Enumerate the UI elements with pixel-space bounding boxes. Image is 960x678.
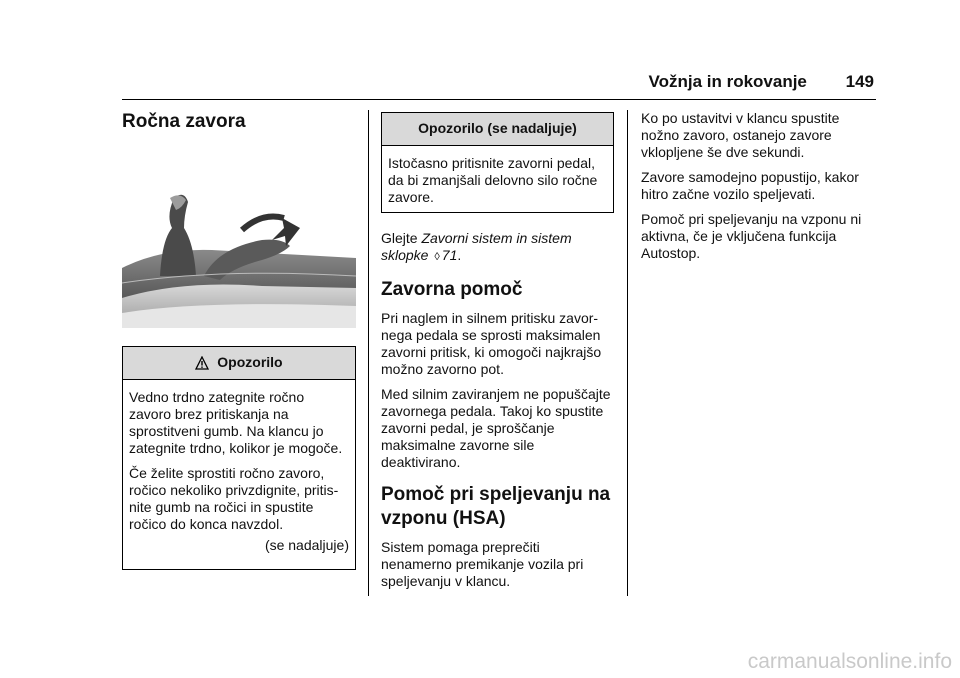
warning-box bbox=[122, 346, 356, 570]
page-number: 149 bbox=[845, 72, 874, 91]
body-paragraph: Zavore samodejno popustijo, kakor hitro začne vozilo speljevati. bbox=[641, 169, 859, 202]
cross-reference bbox=[381, 230, 614, 266]
section-heading-hsa: Pomoč pri speljevanju na vzponu (HSA) bbox=[381, 484, 611, 529]
warning-paragraph: Če želite sprostiti ročno zavoro, ročico nekoliko privzdignite, pritis-nite gumb na ročici in spustite ročico do konca navzdol. bbox=[129, 465, 339, 532]
warning-box-continued bbox=[381, 112, 614, 213]
ref-suffix: . bbox=[457, 247, 462, 263]
header-rule bbox=[122, 99, 876, 100]
warning-paragraph: Vedno trdno zategnite ročno zavoro brez pritiskanja na sprostitveni gumb. Na klancu jo zategnite trdno, kolikor je mogoče. bbox=[129, 389, 343, 456]
warning-header: Opozorilo (se nadaljuje) bbox=[382, 113, 613, 146]
section-heading-parking-brake: Ročna zavora bbox=[122, 111, 246, 132]
body-paragraph: Pomoč pri speljevanju na vzponu ni aktivna, če je vključena funkcija Autostop. bbox=[641, 211, 862, 261]
column-divider-1 bbox=[368, 110, 369, 596]
column-3 bbox=[641, 110, 876, 270]
body-paragraph: Sistem pomaga preprečiti nenamerno premikanje vozila pri speljevanju v klancu. bbox=[381, 539, 584, 589]
column-2 bbox=[381, 110, 614, 598]
continued-note: (se nadaljuje) bbox=[264, 537, 349, 553]
ref-link[interactable]: Zavorni sistem in sistem sklopke bbox=[381, 230, 572, 263]
warning-heading: Opozorilo bbox=[217, 354, 283, 370]
watermark: carmanualsonline.info bbox=[747, 650, 952, 673]
body-paragraph: Pri naglem in silnem pritisku zavor-nega pedala se sprosti maksimalen zavorni pritisk, ki omogoči najkrajšo možno zavorno pot. bbox=[381, 310, 602, 377]
column-divider-2 bbox=[627, 110, 628, 596]
book-page-icon: ◊ bbox=[434, 251, 440, 263]
column-1 bbox=[122, 110, 356, 570]
warning-body bbox=[382, 146, 613, 212]
ref-page[interactable]: 71 bbox=[441, 247, 458, 263]
body-paragraph: Ko po ustavitvi v klancu spustite nožno zavoro, ostanejo zavore vklopljene še dve sekundi. bbox=[641, 110, 840, 160]
warning-triangle-icon bbox=[195, 356, 209, 370]
warning-paragraph: Istočasno pritisnite zavorni pedal, da bi zmanjšali delovno silo ročne zavore. bbox=[388, 155, 598, 205]
warning-header bbox=[123, 347, 355, 380]
ref-prefix: Glejte bbox=[381, 230, 422, 246]
parking-brake-illustration bbox=[122, 188, 356, 328]
page-header bbox=[649, 72, 875, 92]
body-paragraph: Med silnim zaviranjem ne popuščajte zavornega pedala. Takoj ko spustite zavorni pedal, je sproščanje maksimalne zavorne sile deaktivirano. bbox=[381, 386, 611, 470]
section-title: Vožnja in rokovanje bbox=[648, 72, 807, 91]
section-heading-brake-assist: Zavorna pomoč bbox=[381, 279, 523, 300]
warning-body bbox=[123, 380, 355, 569]
